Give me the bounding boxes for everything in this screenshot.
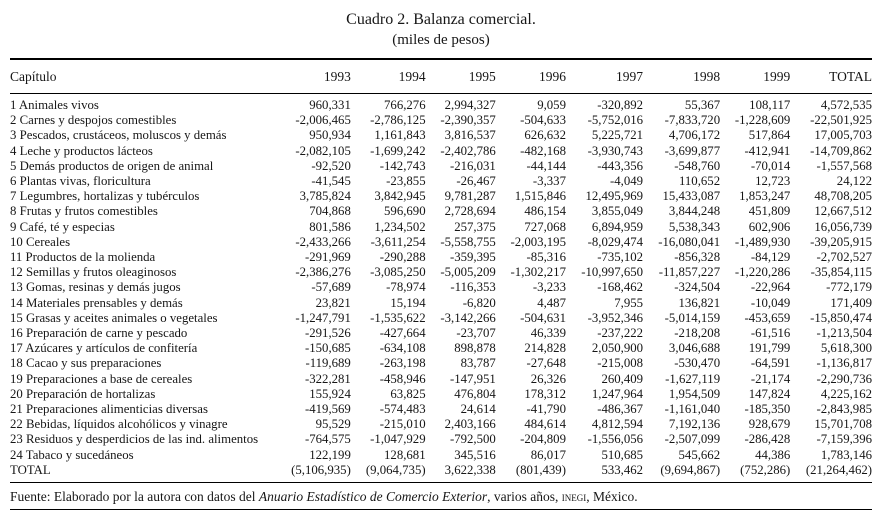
cell-value: 3,046,688 <box>668 341 721 356</box>
column-header-year: 1994 <box>398 69 426 84</box>
table-row <box>10 296 872 311</box>
cell-value: 191,799 <box>748 341 791 356</box>
cell-value: (9,064,735) <box>365 462 426 477</box>
cell-value: -772,179 <box>826 280 872 295</box>
table-row <box>10 463 872 483</box>
cell-value: -1,556,056 <box>587 432 644 447</box>
cell-value: -458,946 <box>379 371 426 386</box>
cell-value: -1,047,929 <box>370 432 426 447</box>
cell-value: -10,997,650 <box>581 265 644 280</box>
cell-value: -23,707 <box>456 326 496 341</box>
row-label: 23 Residuos y desperdicios de las ind. alimentos <box>10 432 259 447</box>
cell-value: -2,843,985 <box>816 402 872 417</box>
row-label: 12 Semillas y frutos oleaginosos <box>10 265 177 280</box>
cell-value: 23,821 <box>315 295 351 310</box>
table-row <box>10 448 872 463</box>
cell-value: -291,526 <box>304 326 351 341</box>
cell-value: 3,844,248 <box>668 204 721 219</box>
cell-value: -1,557,568 <box>816 158 872 173</box>
row-label: 10 Cereales <box>10 234 71 249</box>
cell-value: 3,855,049 <box>591 204 644 219</box>
cell-value: -61,516 <box>750 326 791 341</box>
cell-value: -4,049 <box>609 174 644 189</box>
cell-value: 48,708,205 <box>814 189 872 204</box>
cell-value: 171,409 <box>830 295 872 310</box>
cell-value: -39,205,915 <box>810 234 872 249</box>
table-row <box>10 250 872 265</box>
row-label: 13 Gomas, resinas y demás jugos <box>10 280 181 295</box>
cell-value: 4,812,594 <box>591 417 644 432</box>
cell-value: (5,106,935) <box>291 462 351 477</box>
cell-value: -1,220,286 <box>734 265 791 280</box>
cell-value: 596,690 <box>384 204 426 219</box>
cell-value: -26,467 <box>456 174 496 189</box>
cell-value: -2,507,099 <box>664 432 721 447</box>
row-label: 2 Carnes y despojos comestibles <box>10 113 177 128</box>
cell-value: -14,709,862 <box>810 143 872 158</box>
table-row <box>10 113 872 128</box>
cell-value: 517,864 <box>748 128 791 143</box>
cell-value: 960,331 <box>309 98 351 112</box>
cell-value: -185,350 <box>744 402 791 417</box>
cell-value: 476,804 <box>454 386 496 401</box>
cell-value: -3,085,250 <box>370 265 426 280</box>
table-row <box>10 372 872 387</box>
cell-value: 95,529 <box>315 417 351 432</box>
column-header-year: 1999 <box>763 69 791 84</box>
table-row <box>10 220 872 235</box>
cell-value: -168,462 <box>597 280 644 295</box>
cell-value: 533,462 <box>601 462 644 477</box>
row-label: 17 Azúcares y artículos de confitería <box>10 341 198 356</box>
cell-value: 15,433,087 <box>662 189 721 204</box>
cell-value: -412,941 <box>744 143 791 158</box>
table-row <box>10 94 872 114</box>
table-row <box>10 326 872 341</box>
header-row <box>10 59 872 94</box>
row-label: 16 Preparación de carne y pescado <box>10 326 188 341</box>
cell-value: 4,487 <box>537 295 566 310</box>
cell-value: 1,954,509 <box>668 386 721 401</box>
table-row <box>10 417 872 432</box>
cell-value: 12,495,969 <box>585 189 644 204</box>
row-label: 6 Plantas vivas, floricultura <box>10 174 151 189</box>
cell-value: -634,108 <box>379 341 426 356</box>
column-header-year: 1995 <box>468 69 496 84</box>
cell-value: -3,930,743 <box>587 143 644 158</box>
cell-value: -41,545 <box>311 174 351 189</box>
cell-value: -2,390,357 <box>440 113 496 128</box>
cell-value: -7,833,720 <box>664 113 721 128</box>
cell-value: 4,706,172 <box>668 128 721 143</box>
cell-value: -11,857,227 <box>658 265 721 280</box>
cell-value: 2,728,694 <box>444 204 496 219</box>
column-header-year: 1998 <box>693 69 721 84</box>
cell-value: -16,080,041 <box>658 234 721 249</box>
cell-value: -7,159,396 <box>816 432 872 447</box>
cell-value: 1,247,964 <box>591 386 644 401</box>
cell-value: (801,439) <box>515 462 566 477</box>
cell-value: -3,699,877 <box>664 143 721 158</box>
cell-value: -23,855 <box>386 174 426 189</box>
cell-value: -2,082,105 <box>295 143 351 158</box>
table-row <box>10 341 872 356</box>
cell-value: 12,667,512 <box>814 204 872 219</box>
cell-value: 55,367 <box>684 98 721 112</box>
table-row <box>10 356 872 371</box>
cell-value: 128,681 <box>384 447 426 462</box>
cell-value: -5,005,209 <box>440 265 496 280</box>
cell-value: -2,433,266 <box>295 234 351 249</box>
table-row <box>10 235 872 250</box>
cell-value: -443,356 <box>597 158 644 173</box>
source-inegi-label: inegi <box>561 489 587 505</box>
cell-value: 898,878 <box>454 341 496 356</box>
cell-value: -482,168 <box>520 143 566 158</box>
cell-value: 704,868 <box>309 204 351 219</box>
cell-value: 136,821 <box>678 295 721 310</box>
source-text-end: , México. <box>586 489 638 505</box>
cell-value: 510,685 <box>601 447 644 462</box>
cell-value: 17,005,703 <box>814 128 872 143</box>
cell-value: -216,031 <box>449 158 496 173</box>
cell-value: -204,809 <box>520 432 566 447</box>
cell-value: 178,312 <box>524 386 566 401</box>
table-row <box>10 280 872 295</box>
cell-value: 5,538,343 <box>668 219 721 234</box>
cell-value: 7,955 <box>614 295 644 310</box>
cell-value: (752,286) <box>740 462 791 477</box>
table-row <box>10 159 872 174</box>
row-label: 9 Café, té y especias <box>10 219 115 234</box>
cell-value: -291,969 <box>304 250 351 265</box>
table-row <box>10 387 872 402</box>
cell-value: 108,117 <box>749 98 791 112</box>
trade-balance-table <box>10 58 872 483</box>
cell-value: -70,014 <box>750 158 791 173</box>
row-label: 8 Frutas y frutos comestibles <box>10 204 158 219</box>
column-header-year: 1996 <box>538 69 566 84</box>
cell-value: -504,633 <box>520 113 566 128</box>
cell-value: 602,906 <box>748 219 791 234</box>
cell-value: (21,264,462) <box>805 462 872 477</box>
cell-value: -2,003,195 <box>510 234 566 249</box>
cell-value: 345,516 <box>454 447 496 462</box>
cell-value: -78,974 <box>386 280 426 295</box>
cell-value: -64,591 <box>750 356 791 371</box>
cell-value: -548,760 <box>674 158 721 173</box>
cell-value: 44,386 <box>755 447 791 462</box>
table-header <box>10 59 872 94</box>
row-label: 18 Cacao y sus preparaciones <box>10 356 162 371</box>
source-publication-title: Anuario Estadístico de Comercio Exterior <box>258 489 488 505</box>
cell-value: -1,247,791 <box>295 310 351 325</box>
cell-value: -22,501,925 <box>810 113 872 128</box>
table-subtitle: (miles de pesos) <box>392 32 490 48</box>
cell-value: -1,535,622 <box>370 310 426 325</box>
cell-value: -1,136,817 <box>816 356 872 371</box>
cell-value: 1,853,247 <box>739 189 791 204</box>
row-label: 21 Preparaciones alimenticias diversas <box>10 402 208 417</box>
cell-value: 46,339 <box>530 326 566 341</box>
table-row <box>10 144 872 159</box>
cell-value: -2,386,276 <box>295 265 351 280</box>
row-label: 24 Tabaco y sucedáneos <box>10 447 134 462</box>
cell-value: -92,520 <box>311 158 351 173</box>
cell-value: -856,328 <box>674 250 721 265</box>
row-label: 22 Bebidas, líquidos alcohólicos y vinagre <box>10 417 228 432</box>
cell-value: 24,122 <box>836 174 872 189</box>
cell-value: 86,017 <box>530 447 566 462</box>
cell-value: -1,699,242 <box>370 143 426 158</box>
cell-value: -290,288 <box>379 250 426 265</box>
cell-value: -1,627,119 <box>665 371 721 386</box>
table-row <box>10 204 872 219</box>
source-text-mid: , varios años, <box>487 489 562 505</box>
cell-value: -150,685 <box>304 341 351 356</box>
cell-value: -735,102 <box>597 250 644 265</box>
cell-value: 12,723 <box>755 174 791 189</box>
table-row <box>10 128 872 143</box>
cell-value: 2,403,166 <box>444 417 496 432</box>
cell-value: -1,302,217 <box>510 265 566 280</box>
row-label: 7 Legumbres, hortalizas y tubérculos <box>10 189 200 204</box>
cell-value: -263,198 <box>379 356 426 371</box>
table-row <box>10 432 872 447</box>
cell-value: -6,820 <box>462 295 496 310</box>
cell-value: -3,611,254 <box>370 234 426 249</box>
cell-value: 15,701,708 <box>814 417 872 432</box>
cell-value: 3,622,338 <box>444 462 496 477</box>
cell-value: -3,233 <box>532 280 566 295</box>
cell-value: 801,586 <box>309 219 351 234</box>
row-label: 5 Demás productos de origen de animal <box>10 158 214 173</box>
row-label: 14 Materiales prensables y demás <box>10 295 183 310</box>
cell-value: 6,894,959 <box>591 219 644 234</box>
cell-value: 484,614 <box>524 417 566 432</box>
table-row <box>10 174 872 189</box>
cell-value: -10,049 <box>750 295 791 310</box>
cell-value: -3,952,346 <box>587 310 644 325</box>
row-label: 19 Preparaciones a base de cereales <box>10 371 193 386</box>
cell-value: -116,353 <box>450 280 496 295</box>
cell-value: -15,850,474 <box>810 310 872 325</box>
cell-value: -1,228,609 <box>734 113 791 128</box>
cell-value: -792,500 <box>449 432 496 447</box>
cell-value: -44,144 <box>526 158 566 173</box>
cell-value: -320,892 <box>597 98 644 112</box>
cell-value: 214,828 <box>524 341 566 356</box>
cell-value: 122,199 <box>309 447 351 462</box>
cell-value: (9,694,867) <box>660 462 721 477</box>
column-header-year: 1997 <box>616 69 644 84</box>
column-header-year: 1993 <box>323 69 351 84</box>
cell-value: 727,068 <box>524 219 566 234</box>
cell-value: 3,816,537 <box>444 128 496 143</box>
cell-value: -57,689 <box>311 280 351 295</box>
cell-value: -5,752,016 <box>587 113 644 128</box>
column-header-year: TOTAL <box>829 69 872 84</box>
cell-value: 260,409 <box>601 371 644 386</box>
cell-value: 9,781,287 <box>444 189 496 204</box>
source-note <box>10 483 872 510</box>
cell-value: -322,281 <box>304 371 351 386</box>
cell-value: -27,648 <box>526 356 566 371</box>
cell-value: -486,367 <box>597 402 644 417</box>
cell-value: -574,483 <box>379 402 426 417</box>
cell-value: -5,014,159 <box>664 310 721 325</box>
cell-value: -427,664 <box>379 326 426 341</box>
cell-value: -2,702,527 <box>816 250 872 265</box>
cell-value: -41,790 <box>526 402 566 417</box>
cell-value: 5,225,721 <box>591 128 644 143</box>
cell-value: 2,994,327 <box>444 98 496 112</box>
table-row <box>10 189 872 204</box>
cell-value: 63,825 <box>390 386 426 401</box>
cell-value: -530,470 <box>674 356 721 371</box>
cell-value: 110,652 <box>678 174 721 189</box>
cell-value: -324,504 <box>674 280 721 295</box>
cell-value: -119,689 <box>305 356 351 371</box>
cell-value: -215,008 <box>597 356 644 371</box>
cell-value: 3,842,945 <box>374 189 426 204</box>
cell-value: -84,129 <box>750 250 791 265</box>
cell-value: 5,618,300 <box>820 341 872 356</box>
cell-value: -21,174 <box>750 371 791 386</box>
row-label: 1 Animales vivos <box>10 98 99 112</box>
cell-value: 1,161,843 <box>374 128 426 143</box>
table-row <box>10 311 872 326</box>
cell-value: 626,632 <box>524 128 566 143</box>
cell-value: -2,006,465 <box>295 113 351 128</box>
cell-value: -359,395 <box>449 250 496 265</box>
row-label: 4 Leche y productos lácteos <box>10 143 153 158</box>
cell-value: 2,050,900 <box>591 341 644 356</box>
cell-value: -8,029,474 <box>587 234 644 249</box>
cell-value: -22,964 <box>750 280 791 295</box>
column-header-chapter: Capítulo <box>10 69 57 84</box>
cell-value: 451,809 <box>748 204 791 219</box>
cell-value: 4,572,535 <box>820 98 872 112</box>
cell-value: -1,213,504 <box>816 326 872 341</box>
cell-value: -1,161,040 <box>664 402 721 417</box>
cell-value: -2,290,736 <box>816 371 872 386</box>
table-row <box>10 402 872 417</box>
cell-value: 9,059 <box>537 98 566 112</box>
cell-value: -3,142,266 <box>440 310 496 325</box>
cell-value: -504,631 <box>520 310 566 325</box>
cell-value: -453,659 <box>744 310 791 325</box>
cell-value: -147,951 <box>449 371 496 386</box>
cell-value: 928,679 <box>748 417 791 432</box>
cell-value: 3,785,824 <box>299 189 351 204</box>
row-label: 15 Grasas y aceites animales o vegetales <box>10 310 218 325</box>
cell-value: 1,515,846 <box>514 189 566 204</box>
cell-value: -2,402,786 <box>440 143 496 158</box>
cell-value: 545,662 <box>678 447 721 462</box>
row-label: 3 Pescados, crustáceos, moluscos y demás <box>10 128 227 143</box>
row-label: TOTAL <box>10 462 51 477</box>
cell-value: 257,375 <box>454 219 496 234</box>
cell-value: 950,934 <box>309 128 351 143</box>
cell-value: 486,154 <box>524 204 566 219</box>
cell-value: -85,316 <box>526 250 566 265</box>
source-text-prefix: Fuente: Elaborado por la autora con datos del <box>10 489 259 505</box>
cell-value: -35,854,115 <box>810 265 872 280</box>
cell-value: -142,743 <box>379 158 426 173</box>
cell-value: 15,194 <box>390 295 426 310</box>
table-title: Cuadro 2. Balanza comercial. <box>346 11 536 28</box>
cell-value: 1,234,502 <box>374 219 426 234</box>
cell-value: 147,824 <box>748 386 791 401</box>
cell-value: 766,276 <box>384 98 426 112</box>
table-body <box>10 94 872 483</box>
cell-value: 24,614 <box>460 402 496 417</box>
cell-value: 7,192,136 <box>668 417 721 432</box>
cell-value: 4,225,162 <box>820 386 872 401</box>
cell-value: 1,783,146 <box>820 447 872 462</box>
table-row <box>10 265 872 280</box>
cell-value: -215,010 <box>379 417 426 432</box>
cell-value: 155,924 <box>309 386 351 401</box>
cell-value: 26,326 <box>530 371 566 386</box>
cell-value: -2,786,125 <box>370 113 426 128</box>
row-label: 20 Preparación de hortalizas <box>10 386 156 401</box>
cell-value: 83,787 <box>460 356 496 371</box>
cell-value: -5,558,755 <box>440 234 496 249</box>
cell-value: -764,575 <box>304 432 351 447</box>
row-label: 11 Productos de la molienda <box>10 250 156 265</box>
cell-value: -419,569 <box>304 402 351 417</box>
cell-value: -286,428 <box>744 432 791 447</box>
cell-value: -218,208 <box>674 326 721 341</box>
cell-value: -1,489,930 <box>734 234 791 249</box>
cell-value: 16,056,739 <box>814 219 872 234</box>
cell-value: -237,222 <box>597 326 644 341</box>
cell-value: -3,337 <box>532 174 566 189</box>
